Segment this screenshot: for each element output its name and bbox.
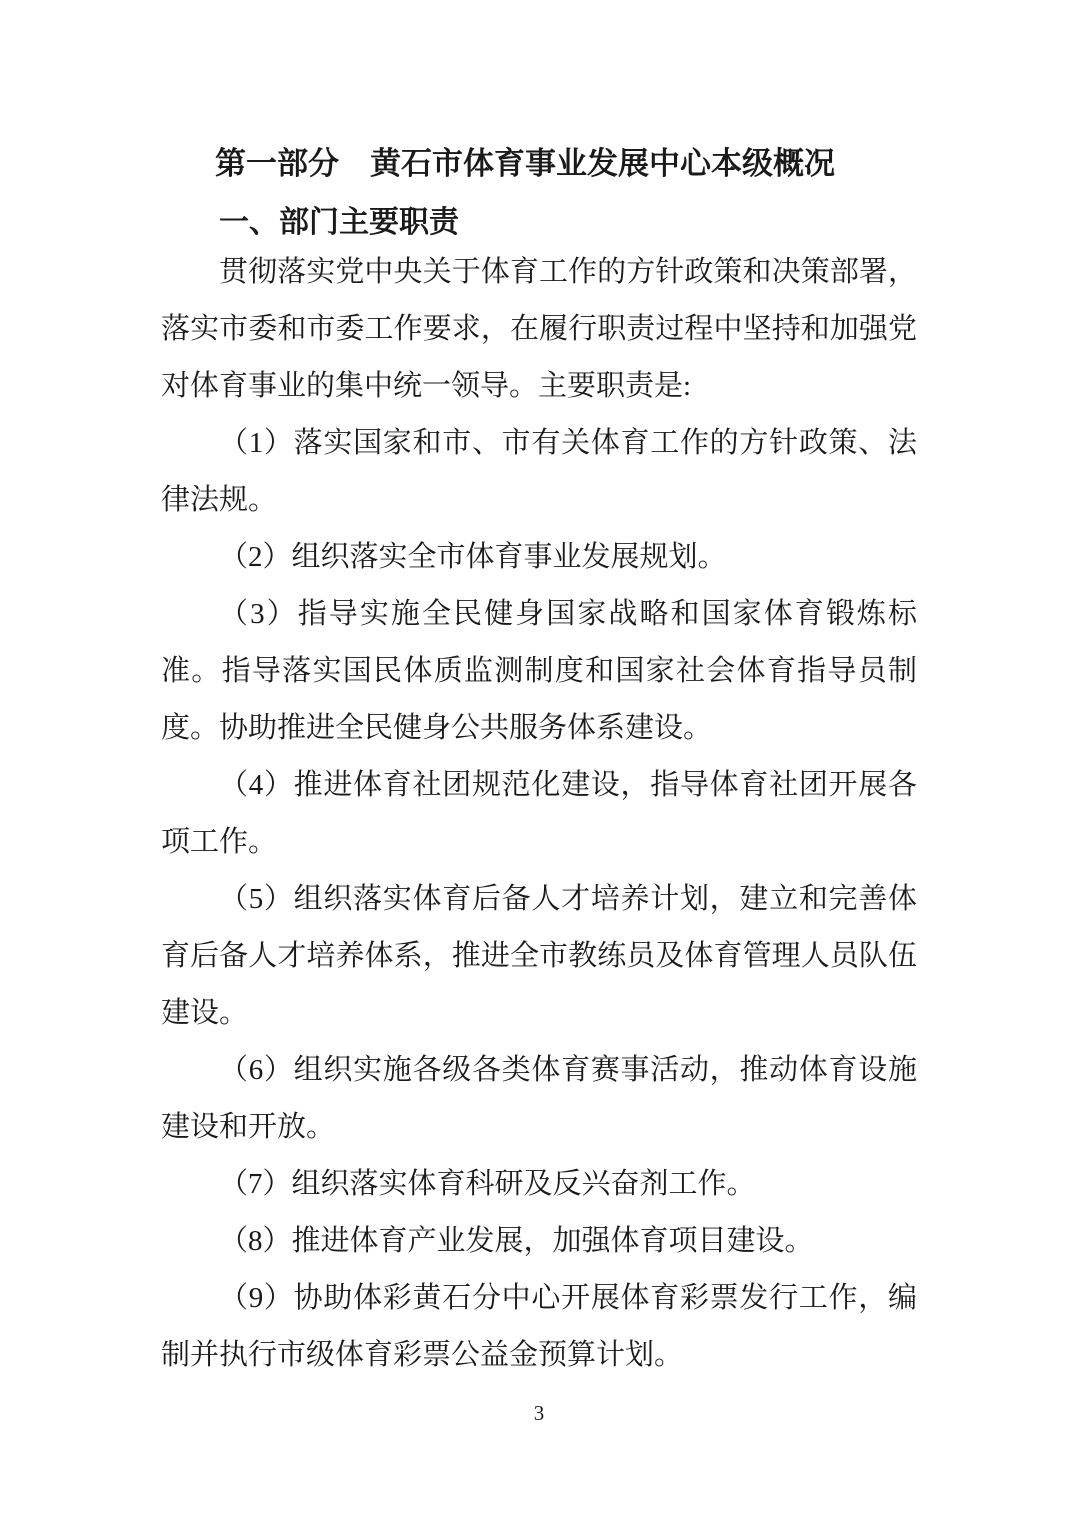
body-paragraph: （6）组织实施各级各类体育赛事活动，推动体育设施建设和开放。 bbox=[161, 1054, 917, 1143]
body-paragraph: （2）组织落实全市体育事业发展规划。 bbox=[219, 541, 727, 573]
body-paragraph: （9）协助体彩黄石分中心开展体育彩票发行工作，编制并执行市级体育彩票公益金预算计划。 bbox=[161, 1282, 917, 1371]
page-title: 第一部分 黄石市体育事业发展中心本级概况 bbox=[215, 146, 835, 181]
body-paragraph: （4）推进体育社团规范化建设，指导体育社团开展各项工作。 bbox=[161, 769, 917, 858]
body-paragraph: 贯彻落实党中央关于体育工作的方针政策和决策部署，落实市委和市委工作要求，在履行职责过程中坚持和加强党对体育事业的集中统一领导。主要职责是: bbox=[161, 256, 917, 402]
body-paragraphs bbox=[161, 244, 917, 1384]
body-paragraph: （3）指导实施全民健身国家战略和国家体育锻炼标准。指导落实国民体质监测制度和国家社会体育指导员制度。协助推进全民健身公共服务体系建设。 bbox=[161, 598, 917, 744]
document-content bbox=[161, 0, 917, 1384]
page-number: 3 bbox=[533, 1401, 545, 1425]
body-paragraph: （7）组织落实体育科研及反兴奋剂工作。 bbox=[219, 1168, 756, 1200]
body-paragraph: （5）组织落实体育后备人才培养计划，建立和完善体育后备人才培养体系，推进全市教练员及体育管理人员队伍建设。 bbox=[161, 883, 917, 1029]
body-paragraph: （1）落实国家和市、市有关体育工作的方针政策、法律法规。 bbox=[161, 427, 917, 516]
body-paragraph: （8）推进体育产业发展，加强体育项目建设。 bbox=[219, 1225, 814, 1257]
section-heading: 一、部门主要职责 bbox=[219, 206, 459, 239]
